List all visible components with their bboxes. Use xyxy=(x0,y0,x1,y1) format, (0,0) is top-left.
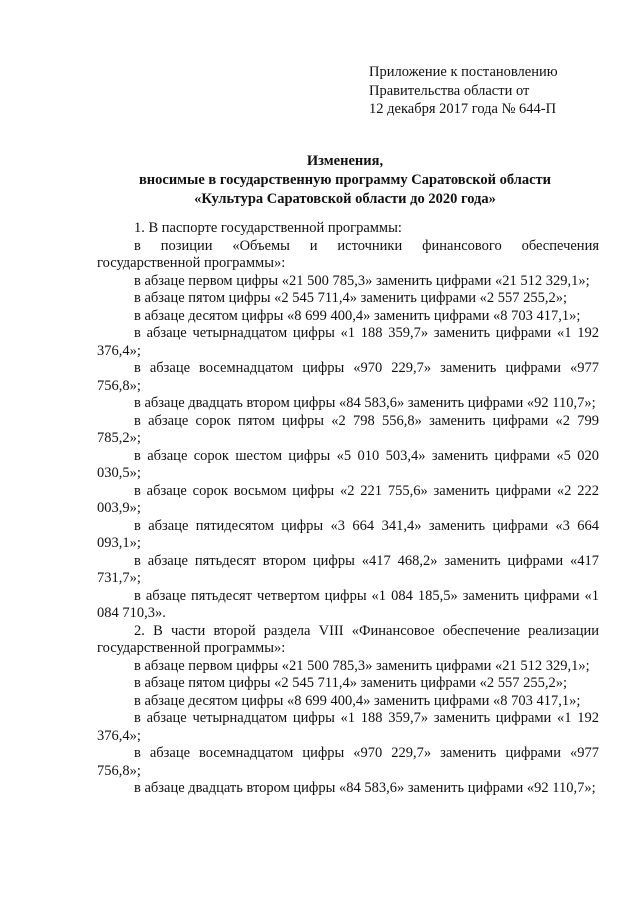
paragraph: в абзаце пятьдесят четвертом цифры «1 084 185,5» заменить цифрами «1 084 710,3». xyxy=(97,587,599,621)
paragraph: в позиции «Объемы и источники финансового обеспечения государственной программы»: xyxy=(97,237,599,271)
paragraph: в абзаце восемнадцатом цифры «970 229,7» заменить цифрами «977 756,8»; xyxy=(97,360,599,394)
paragraph: в абзаце десятом цифры «8 699 400,4» заменить цифрами «8 703 417,1»; xyxy=(134,307,581,324)
document-title xyxy=(80,152,610,209)
paragraph: в абзаце пятьдесят втором цифры «417 468,2» заменить цифрами «417 731,7»; xyxy=(97,552,599,586)
title-line-3: «Культура Саратовской области до 2020 года» xyxy=(194,191,496,207)
paragraph: в абзаце пятидесятом цифры «3 664 341,4» заменить цифрами «3 664 093,1»; xyxy=(97,517,599,551)
document-body xyxy=(97,220,599,798)
paragraph: в абзаце четырнадцатом цифры «1 188 359,7» заменить цифрами «1 192 376,4»; xyxy=(97,710,599,744)
paragraph: в абзаце пятом цифры «2 545 711,4» заменить цифрами «2 557 255,2»; xyxy=(134,675,568,691)
paragraph: в абзаце двадцать втором цифры «84 583,6» заменить цифрами «92 110,7»; xyxy=(134,395,596,411)
paragraph: 2. В части второй раздела VIII «Финансовое обеспечение реализации государственной программы»: xyxy=(97,622,599,656)
paragraph: в абзаце десятом цифры «8 699 400,4» заменить цифрами «8 703 417,1»; xyxy=(134,692,581,709)
appendix-line-3: 12 декабря 2017 года № 644-П xyxy=(369,101,557,117)
paragraph: в абзаце двадцать втором цифры «84 583,6» заменить цифрами «92 110,7»; xyxy=(134,780,596,796)
appendix-line-2: Правительства области от xyxy=(369,82,530,99)
paragraph: в абзаце первом цифры «21 500 785,3» заменить цифрами «21 512 329,1»; xyxy=(134,272,590,289)
title-line-1: Изменения, xyxy=(306,153,384,169)
paragraph: в абзаце четырнадцатом цифры «1 188 359,7» заменить цифрами «1 192 376,4»; xyxy=(97,325,599,359)
paragraph: в абзаце сорок пятом цифры «2 798 556,8» заменить цифрами «2 799 785,2»; xyxy=(97,412,599,446)
paragraph: в абзаце сорок восьмом цифры «2 221 755,6» заменить цифрами «2 222 003,9»; xyxy=(97,482,599,516)
appendix-line-1: Приложение к постановлению xyxy=(369,64,558,80)
paragraph: в абзаце пятом цифры «2 545 711,4» заменить цифрами «2 557 255,2»; xyxy=(134,290,568,306)
appendix-note xyxy=(369,63,558,119)
title-line-2: вносимые в государственную программу Саратовской области xyxy=(138,172,552,188)
paragraph: в абзаце восемнадцатом цифры «970 229,7» заменить цифрами «977 756,8»; xyxy=(97,745,599,779)
paragraph: в абзаце первом цифры «21 500 785,3» заменить цифрами «21 512 329,1»; xyxy=(134,657,590,674)
paragraph: в абзаце сорок шестом цифры «5 010 503,4» заменить цифрами «5 020 030,5»; xyxy=(97,447,599,481)
paragraph: 1. В паспорте государственной программы: xyxy=(134,220,402,236)
